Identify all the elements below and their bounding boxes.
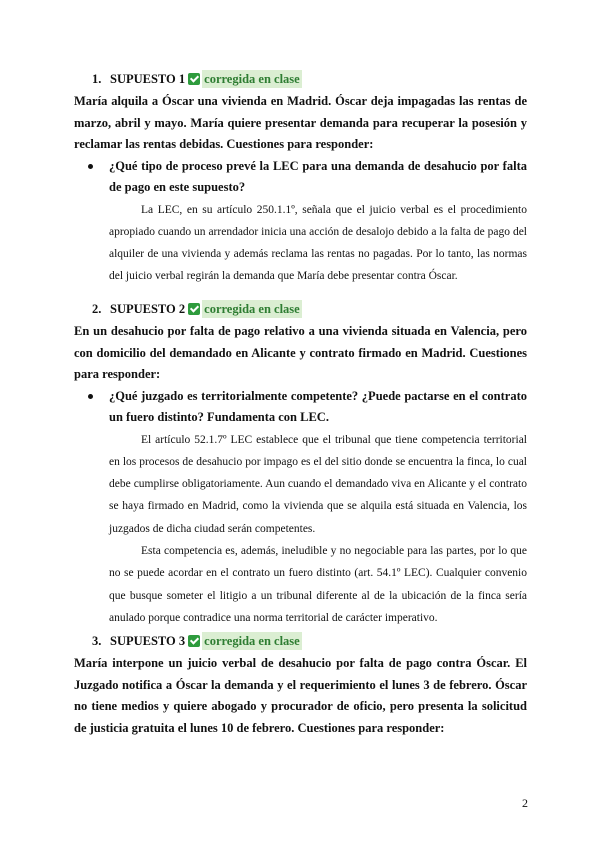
section-intro: En un desahucio por falta de pago relativo a una vivienda situada en Valencia, pero con domicilio del demandado en Alicante y contrato firmado en Madrid. Cuestiones para responder:	[74, 324, 527, 381]
corrected-tag: corregida en clase	[204, 72, 300, 86]
section-intro: María alquila a Óscar una vivienda en Madrid. Óscar deja impagadas las rentas de marzo, abril y mayo. María quiere presentar demanda para recuperar la posesión y reclamar las rentas debidas. Cuestiones para responder:	[74, 94, 527, 151]
section-heading	[74, 632, 527, 650]
section-1	[74, 70, 527, 288]
check-mark-icon	[188, 303, 200, 315]
question-text: ¿Qué juzgado es territorialmente competente? ¿Puede pactarse en el contrato un fuero distinto? Fundamenta con LEC.	[109, 388, 527, 424]
check-mark-icon	[188, 635, 200, 647]
section-2	[74, 300, 527, 629]
corrected-tag: corregida en clase	[204, 634, 300, 648]
section-title: SUPUESTO 3	[110, 634, 186, 648]
section-title: SUPUESTO 2	[110, 302, 186, 316]
section-heading	[74, 70, 527, 88]
corrected-tag: corregida en clase	[204, 302, 300, 316]
bullet-icon	[88, 164, 93, 169]
section-title: SUPUESTO 1	[110, 72, 186, 86]
section-number: 3.	[92, 634, 102, 648]
question-item	[74, 156, 527, 199]
section-3	[74, 632, 527, 739]
section-number: 1.	[92, 72, 102, 86]
answer-paragraph: La LEC, en su artículo 250.1.1º, señala que el juicio verbal es el procedimiento apropiado cuando un arrendador inicia una acción de desalojo debido a la falta de pago del alquiler de una vivienda y además reclama las rentas no pagadas. Por lo tanto, las normas del juicio verbal regirán la demanda que María debe presentar contra Óscar.	[109, 203, 527, 283]
section-number: 2.	[92, 302, 102, 316]
question-text: ¿Qué tipo de proceso prevé la LEC para una demanda de desahucio por falta de pago en este supuesto?	[109, 158, 527, 194]
page-number: 2	[522, 796, 528, 810]
answer-paragraph: Esta competencia es, además, ineludible y no negociable para las partes, por lo que no se puede acordar en el contrato un fuero distinto (art. 54.1º LEC). Cualquier convenio que busque someter el litigio a un tribunal diferente al de la ubicación de la finca sería anulado porque contradice una norma territorial de carácter imperativo.	[109, 544, 527, 624]
question-item	[74, 386, 527, 429]
section-intro: María interpone un juicio verbal de desahucio por falta de pago contra Óscar. El Juzgado notifica a Óscar la demanda y el requerimiento el lunes 3 de febrero. Óscar no tiene medios y quiere abogado y procurador de oficio, pero presenta la solicitud de justicia gratuita el lunes 10 de febrero. Cuestiones para responder:	[74, 656, 527, 735]
bullet-icon	[88, 394, 93, 399]
check-mark-icon	[188, 73, 200, 85]
section-heading	[74, 300, 527, 318]
answer-paragraph: El artículo 52.1.7º LEC establece que el tribunal que tiene competencia territorial en los procesos de desahucio por impago es el del sitio donde se encuentra la finca, lo cual debe cumplirse obligatoriamente. Aun cuando el demandado viva en Alicante y el contrato se haya firmado en Madrid, como la vivienda que se alquila está situada en Valencia, los juzgados de dicha ciudad serán competentes.	[109, 433, 527, 535]
